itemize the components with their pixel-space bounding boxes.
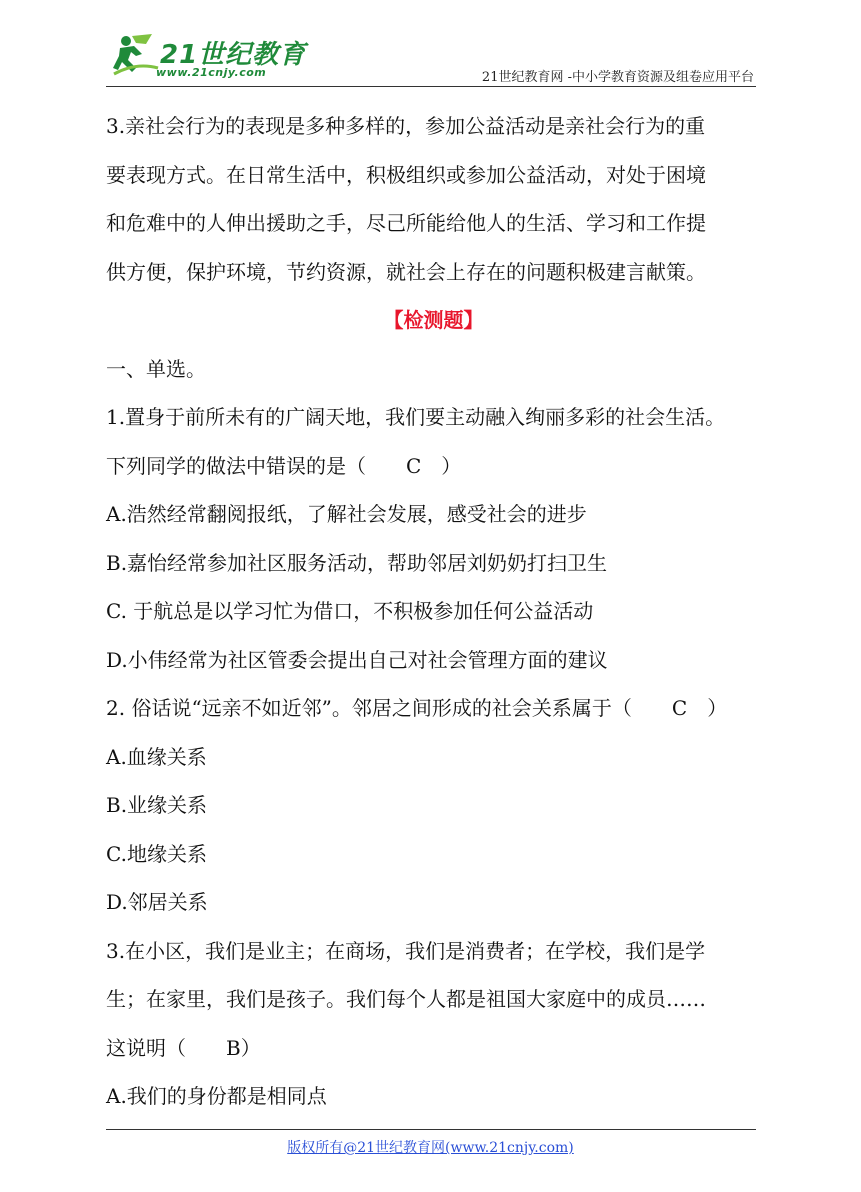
logo-url: www.21cnjy.com — [156, 66, 267, 79]
question-option: D.邻居关系 — [106, 890, 208, 914]
question-option: C. 于航总是以学习忙为借口，不积极参加任何公益活动 — [106, 599, 594, 623]
question-3 — [106, 927, 761, 1121]
question-stem-line: 1.置身于前所未有的广阔天地，我们要主动融入绚丽多彩的社会生活。 — [106, 405, 726, 429]
logo-name: 21世纪教育 — [160, 40, 307, 70]
question-stem-line: 下列同学的做法中错误的是（ C ） — [106, 453, 462, 478]
footer-copyright-link[interactable]: 版权所有@21世纪教育网(www.21cnjy.com) — [287, 1140, 574, 1156]
section-heading — [106, 345, 761, 394]
question-stem-line: 生；在家里，我们是孩子。我们每个人都是祖国大家庭中的成员…… — [106, 987, 706, 1011]
question-1 — [106, 393, 761, 684]
question-option: A.血缘关系 — [106, 744, 207, 769]
page-header — [106, 28, 756, 86]
site-logo[interactable] — [106, 28, 307, 82]
intro-line: 3.亲社会行为的表现是多种多样的，参加公益活动是亲社会行为的重 — [106, 114, 706, 138]
question-option: A.浩然经常翻阅报纸，了解社会发展，感受社会的进步 — [106, 502, 587, 526]
question-2 — [106, 684, 761, 927]
section-title: 【检测题】 — [383, 308, 484, 332]
question-option: D.小伟经常为社区管委会提出自己对社会管理方面的建议 — [106, 647, 608, 672]
question-option: B.嘉怡经常参加社区服务活动，帮助邻居刘奶奶打扫卫生 — [106, 550, 608, 575]
intro-line: 供方便，保护环境，节约资源，就社会上存在的问题积极建言献策。 — [106, 259, 706, 284]
header-site-description: 21世纪教育网 -中小学教育资源及组卷应用平台 — [481, 70, 754, 85]
question-stem-line: 这说明（ B） — [106, 1035, 261, 1060]
question-option: A.我们的身份都是相同点 — [106, 1084, 327, 1108]
section-heading-text: 一、单选。 — [106, 356, 206, 381]
document-body — [106, 102, 761, 1121]
header-divider — [106, 86, 756, 87]
intro-line: 要表现方式。在日常生活中，积极组织或参加公益活动，对处于困境 — [106, 162, 706, 187]
intro-paragraph — [106, 102, 761, 296]
runner-logo-icon — [112, 32, 160, 76]
question-stem-line: 3.在小区，我们是业主；在商场，我们是消费者；在学校，我们是学 — [106, 938, 706, 963]
question-option: C.地缘关系 — [106, 841, 207, 866]
question-option: B.业缘关系 — [106, 793, 208, 817]
question-stem-line: 2. 俗话说“远亲不如近邻”。邻居之间形成的社会关系属于（ C ） — [106, 696, 728, 720]
footer-divider — [106, 1129, 756, 1130]
intro-line: 和危难中的人伸出援助之手，尽己所能给他人的生活、学习和工作提 — [106, 211, 706, 235]
